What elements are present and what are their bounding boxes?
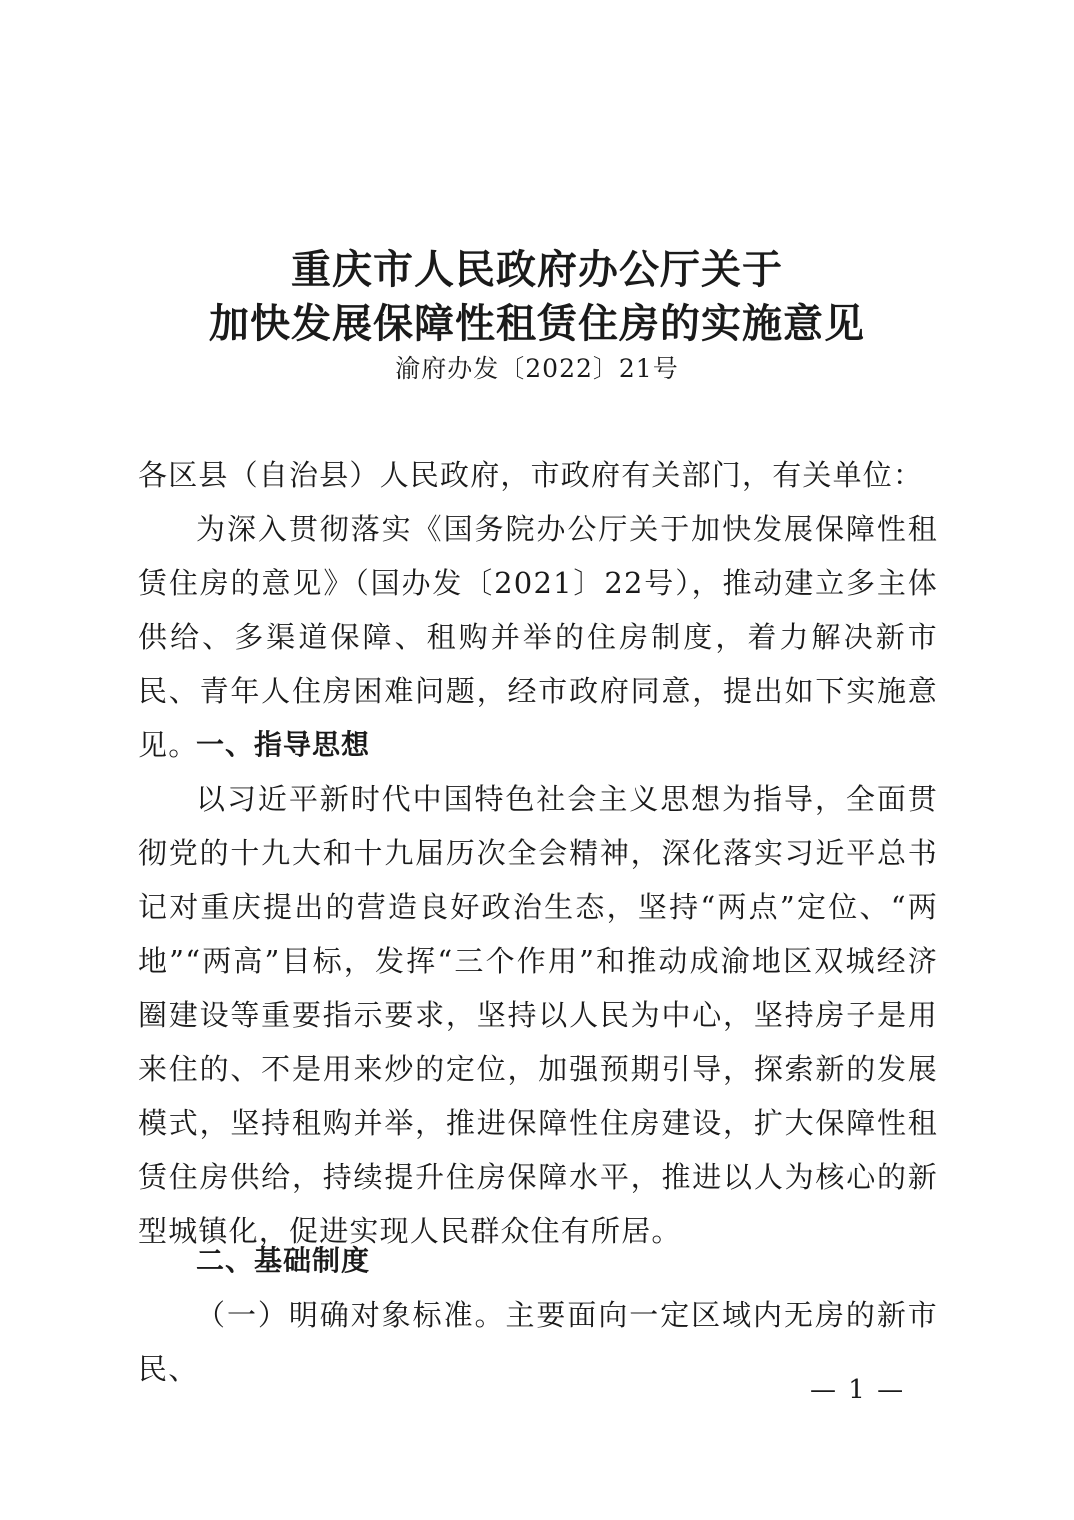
section-heading-basic-system: 二、基础制度 (196, 1244, 371, 1277)
page-number: — 1 — (810, 1375, 906, 1405)
section-heading-guiding-ideology: 一、指导思想 (196, 728, 371, 761)
section-paragraph-guiding-ideology: 以习近平新时代中国特色社会主义思想为指导，全面贯彻党的十九大和十九届历次全会精神，深化落实习近平总书记对重庆提出的营造良好政治生态，坚持“两点”定位、“两地”“两高”目标，发挥“三个作用”和推动成渝地区双城经济圈建设等重要指示要求，坚持以人民为中心，坚持房子是用来住的、不是用来炒的定位，加强预期引导，探索新的发展模式，坚持租购并举，推进保障性住房建设，扩大保障性租赁住房供给，持续提升住房保障水平，推进以人为核心的新型城镇化，促进实现人民群众住有所居。 (138, 782, 938, 1248)
addressee: 各区县（自治县）人民政府，市政府有关部门，有关单位： (138, 458, 924, 492)
document-number: 渝府办发〔2022〕21号 (395, 354, 679, 383)
document-title-line-1: 重庆市人民政府办公厅关于 (291, 246, 783, 293)
section-paragraph-basic-system: （一）明确对象标准。主要面向一定区域内无房的新市民、 (138, 1298, 938, 1386)
intro-paragraph: 为深入贯彻落实《国务院办公厅关于加快发展保障性租赁住房的意见》（国办发〔2021〕22号），推动建立多主体供给、多渠道保障、租购并举的住房制度，着力解决新市民、青年人住房困难问题，经市政府同意，提出如下实施意见。 (138, 512, 938, 762)
document-title-line-2: 加快发展保障性租赁住房的实施意见 (209, 300, 865, 347)
